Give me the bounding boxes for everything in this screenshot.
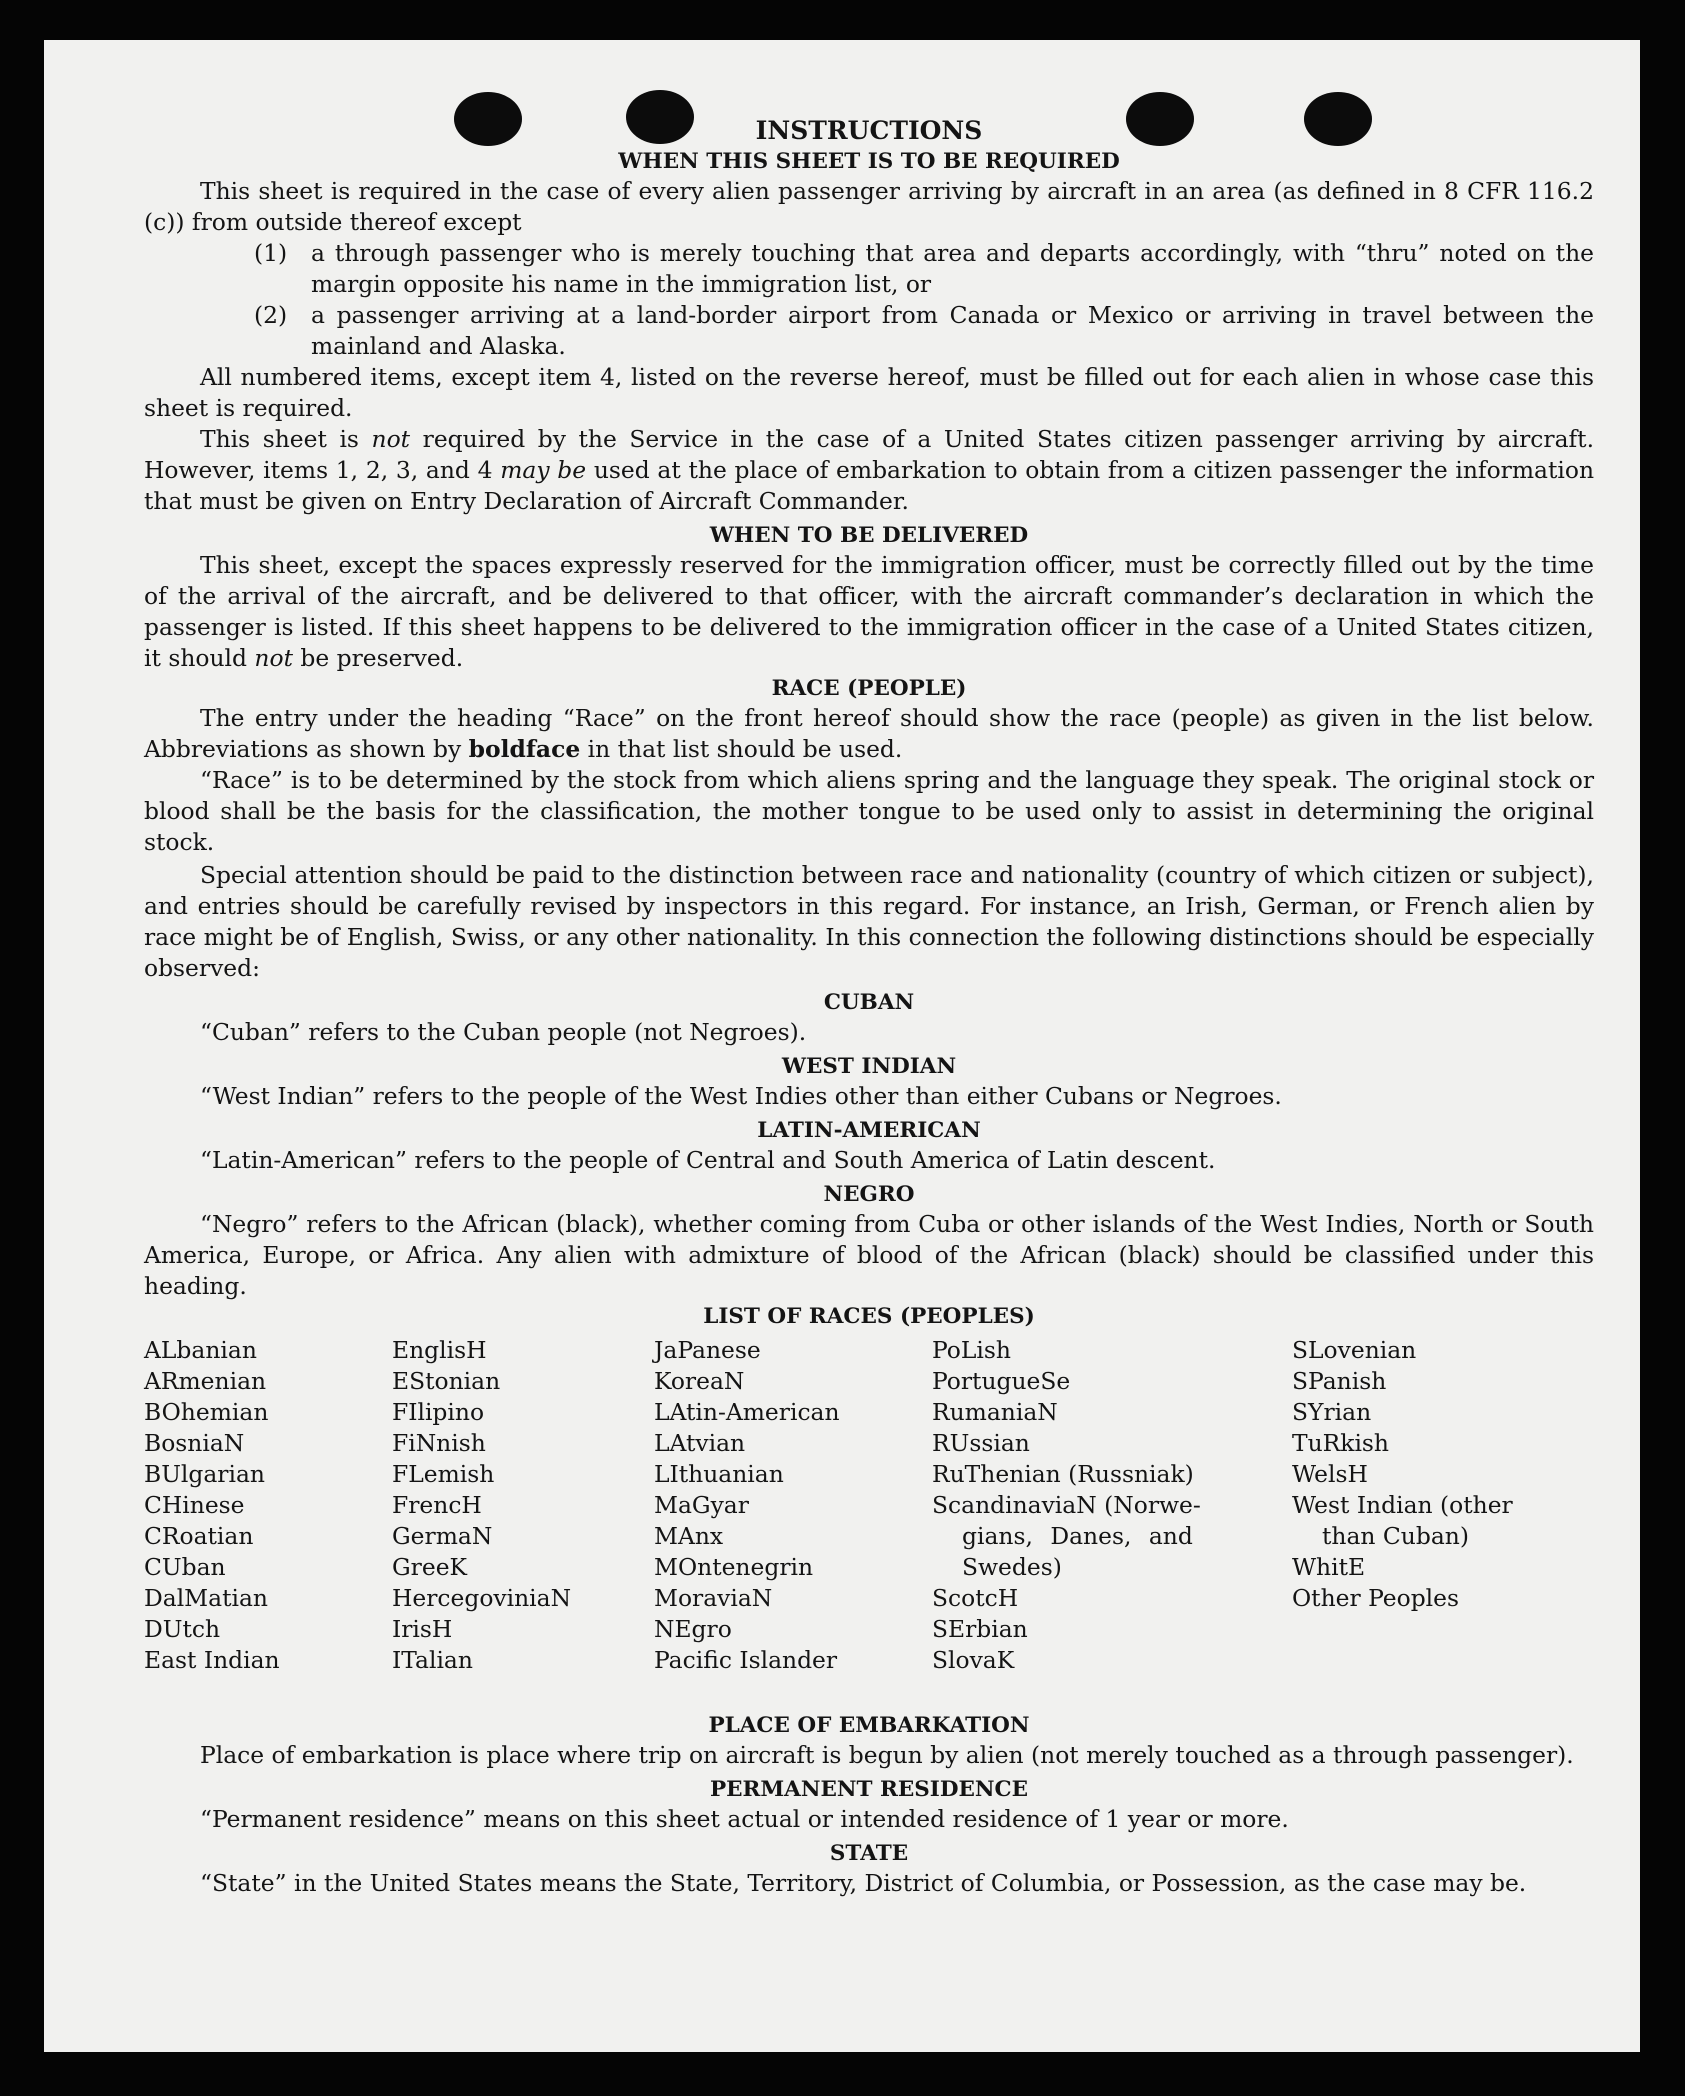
paragraph bbox=[144, 424, 1594, 517]
races-column bbox=[932, 1335, 1222, 1676]
section-heading: RACE (PEOPLE) bbox=[771, 676, 967, 701]
race-entry: Swedes) bbox=[962, 1553, 1062, 1581]
section-heading: WHEN THIS SHEET IS TO BE REQUIRED bbox=[618, 149, 1120, 174]
section-heading: WHEN TO BE DELIVERED bbox=[709, 523, 1029, 548]
section-heading: LIST OF RACES (PEOPLES) bbox=[703, 1304, 1035, 1329]
race-entry: West Indian (other bbox=[1292, 1491, 1513, 1519]
paragraph: “Latin-American” refers to the people of Central and South America of Latin descent. bbox=[200, 1146, 1216, 1174]
paragraph: Place of embarkation is place where trip on aircraft is begun by alien (not merely touched as a through passenger). bbox=[200, 1741, 1574, 1769]
text-run: used at the place of embarkation to obtain from a citizen passenger the information that must be given on Entry Declaration of Aircraft Commander. bbox=[144, 456, 1595, 515]
race-entry: ALbanian bbox=[144, 1336, 257, 1364]
race-entry: ScotcH bbox=[932, 1584, 1019, 1612]
race-entry: than Cuban) bbox=[1322, 1522, 1469, 1550]
race-entry: GreeK bbox=[392, 1553, 468, 1581]
race-entry: LAtvian bbox=[654, 1429, 746, 1457]
race-entry: CRoatian bbox=[144, 1522, 254, 1550]
section-heading: LATIN-AMERICAN bbox=[757, 1118, 981, 1143]
race-entry: DalMatian bbox=[144, 1584, 268, 1612]
list-item bbox=[144, 238, 1594, 300]
text-run: in that list should be used. bbox=[580, 735, 903, 763]
race-entry: gians, Danes, and bbox=[962, 1522, 1193, 1550]
paragraph: “Race” is to be determined by the stock from which aliens spring and the language they speak. The original stock or blood shall be the basis for the classification, the mother tongue to be used only to assist in determining the original stock. bbox=[144, 766, 1594, 856]
race-entry: FIlipino bbox=[392, 1398, 485, 1426]
race-entry: NEgro bbox=[654, 1615, 732, 1643]
emphasis: not bbox=[254, 644, 293, 672]
race-entry: SlovaK bbox=[932, 1646, 1015, 1674]
paragraph: “Cuban” refers to the Cuban people (not Negroes). bbox=[200, 1018, 807, 1046]
paragraph: “West Indian” refers to the people of the West Indies other than either Cubans or Negroes. bbox=[200, 1082, 1282, 1110]
item-text: a through passenger who is merely touching that area and departs accordingly, with “thru” noted on the margin opposite his name in the immigration list, or bbox=[311, 239, 1594, 298]
emphasis: may be bbox=[500, 456, 587, 484]
race-entry: WhitE bbox=[1292, 1553, 1366, 1581]
paragraph: “Permanent residence” means on this sheet actual or intended residence of 1 year or more. bbox=[200, 1805, 1289, 1833]
item-number: (1) bbox=[254, 239, 288, 267]
race-entry: SPanish bbox=[1292, 1367, 1387, 1395]
emphasis: not bbox=[371, 425, 411, 453]
race-entry: EStonian bbox=[392, 1367, 501, 1395]
instructions-body bbox=[144, 115, 1594, 1899]
race-entry: RuThenian (Russniak) bbox=[932, 1460, 1194, 1488]
race-entry: FiNnish bbox=[392, 1429, 486, 1457]
page-title: INSTRUCTIONS bbox=[755, 116, 983, 145]
text-run: The entry under the heading “Race” on the front hereof should show the race (people) as given in the list below. Abbreviations as shown by bbox=[144, 704, 1594, 763]
race-entry: FLemish bbox=[392, 1460, 495, 1488]
paragraph: This sheet is required in the case of every alien passenger arriving by aircraft in an area (as defined in 8 CFR 116.2 (c)) from outside thereof except bbox=[144, 177, 1594, 236]
race-entry: PortugueSe bbox=[932, 1367, 1071, 1395]
race-entry: SYrian bbox=[1292, 1398, 1372, 1426]
race-entry: TuRkish bbox=[1292, 1429, 1390, 1457]
race-entry: PoLish bbox=[932, 1336, 1011, 1364]
race-entry: SErbian bbox=[932, 1615, 1028, 1643]
text-run: be preserved. bbox=[292, 644, 464, 672]
text-run: required by the Service in the case of a United States citizen passenger arriving by aircraft. However, items 1, 2, 3, and 4 bbox=[144, 425, 1595, 484]
race-entry: DUtch bbox=[144, 1615, 221, 1643]
bold-text: boldface bbox=[468, 735, 581, 763]
section-heading: PERMANENT RESIDENCE bbox=[709, 1777, 1029, 1802]
section-heading: CUBAN bbox=[823, 990, 915, 1015]
paragraph: Special attention should be paid to the distinction between race and nationality (country of which citizen or subject), and entries should be carefully revised by inspectors in this regard. For instance, an Irish, German, or French alien by race might be of English, Swiss, or any other nationality. In this connection the following distinctions should be especially observed: bbox=[144, 861, 1594, 982]
paragraph: “Negro” refers to the African (black), whether coming from Cuba or other islands of the West Indies, North or South America, Europe, or Africa. Any alien with admixture of blood of the African (black) should be classified under this heading. bbox=[144, 1210, 1594, 1300]
race-entry: BUlgarian bbox=[144, 1460, 265, 1488]
paragraph: All numbered items, except item 4, listed on the reverse hereof, must be filled out for each alien in whose case this sheet is required. bbox=[144, 363, 1594, 422]
race-entry: ITalian bbox=[392, 1646, 473, 1674]
race-entry: SLovenian bbox=[1292, 1336, 1417, 1364]
race-entry: JaPanese bbox=[654, 1336, 761, 1364]
document-sheet bbox=[44, 40, 1640, 2052]
race-entry: FrencH bbox=[392, 1491, 482, 1519]
race-entry: EnglisH bbox=[392, 1336, 487, 1364]
race-entry: BOhemian bbox=[144, 1398, 269, 1426]
races-column bbox=[654, 1335, 914, 1676]
paragraph bbox=[144, 550, 1594, 674]
race-entry: East Indian bbox=[144, 1646, 280, 1674]
race-entry: MoraviaN bbox=[654, 1584, 773, 1612]
race-entry: LAtin-American bbox=[654, 1398, 840, 1426]
race-entry: GermaN bbox=[392, 1522, 493, 1550]
section-heading: NEGRO bbox=[823, 1182, 915, 1207]
race-entry: BosniaN bbox=[144, 1429, 245, 1457]
text-run: This sheet, except the spaces expressly reserved for the immigration officer, must be correctly filled out by the time of the arrival of the aircraft, and be delivered to that officer, with the aircraft commander’s declaration in which the passenger is listed. If this sheet happens to be delivered to the immigration officer in the case of a United States citizen, it should bbox=[144, 551, 1594, 672]
race-entry: MOntenegrin bbox=[654, 1553, 814, 1581]
race-entry: ScandinaviaN (Norwe- bbox=[932, 1491, 1201, 1519]
section-heading: PLACE OF EMBARKATION bbox=[708, 1713, 1030, 1738]
list-item bbox=[144, 300, 1594, 362]
paragraph bbox=[144, 703, 1594, 765]
race-entry: WelsH bbox=[1292, 1460, 1368, 1488]
race-entry: MaGyar bbox=[654, 1491, 749, 1519]
races-column bbox=[1292, 1335, 1594, 1614]
race-entry: CUban bbox=[144, 1553, 226, 1581]
section-heading: WEST INDIAN bbox=[781, 1054, 957, 1079]
item-text: a passenger arriving at a land-border airport from Canada or Mexico or arriving in travel between the mainland and Alaska. bbox=[311, 301, 1594, 360]
races-list bbox=[144, 1335, 1594, 1711]
section-heading: STATE bbox=[829, 1841, 909, 1866]
text-run: This sheet is bbox=[200, 425, 372, 453]
item-number: (2) bbox=[254, 301, 288, 329]
race-entry: KoreaN bbox=[654, 1367, 745, 1395]
races-column bbox=[392, 1335, 642, 1676]
race-entry: Other Peoples bbox=[1292, 1584, 1460, 1612]
race-entry: Pacific Islander bbox=[654, 1646, 838, 1674]
paragraph: “State” in the United States means the State, Territory, District of Columbia, or Possession, as the case may be. bbox=[200, 1869, 1527, 1897]
race-entry: RUssian bbox=[932, 1429, 1030, 1457]
race-entry: CHinese bbox=[144, 1491, 245, 1519]
race-entry: LIthuanian bbox=[654, 1460, 784, 1488]
race-entry: RumaniaN bbox=[932, 1398, 1058, 1426]
race-entry: ARmenian bbox=[144, 1367, 267, 1395]
races-column bbox=[144, 1335, 364, 1676]
race-entry: MAnx bbox=[654, 1522, 724, 1550]
race-entry: IrisH bbox=[392, 1615, 453, 1643]
race-entry: HercegoviniaN bbox=[392, 1584, 572, 1612]
